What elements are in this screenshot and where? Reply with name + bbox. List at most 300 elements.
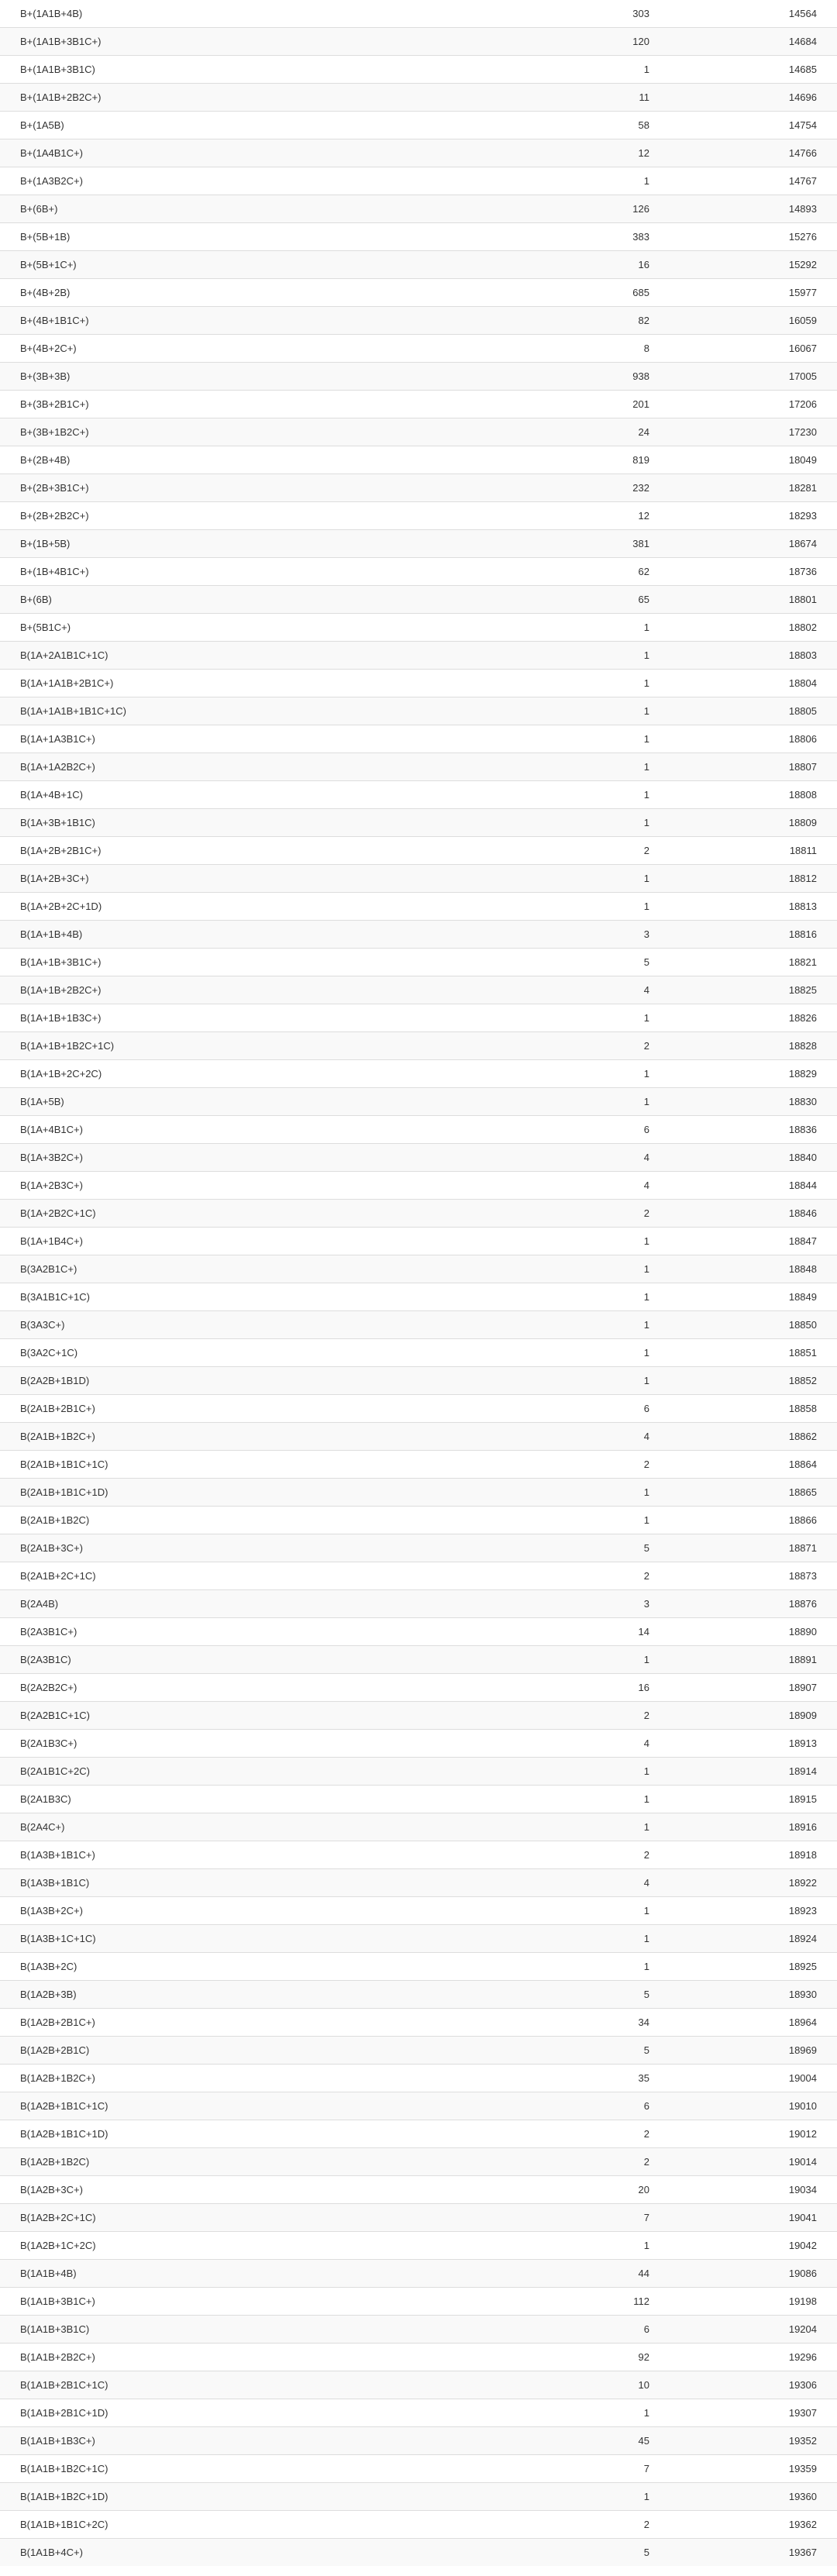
row-total-cell: 18891 bbox=[651, 1646, 837, 1674]
row-total-cell: 19296 bbox=[651, 2344, 837, 2371]
table-row bbox=[0, 1786, 837, 1813]
row-count-cell: 45 bbox=[504, 2427, 651, 2455]
row-total-cell: 19010 bbox=[651, 2092, 837, 2120]
row-total-cell: 14564 bbox=[788, 8, 817, 19]
table-row bbox=[0, 1925, 837, 1953]
table-row bbox=[0, 502, 837, 530]
row-count-cell: 819 bbox=[504, 446, 651, 474]
row-total-cell: 19012 bbox=[651, 2120, 837, 2148]
row-count-cell: 1 bbox=[504, 781, 651, 809]
table-row bbox=[0, 921, 837, 949]
row-count-cell: 1 bbox=[504, 1283, 651, 1311]
table-row bbox=[0, 1367, 837, 1395]
row-count-cell: 16 bbox=[504, 251, 651, 279]
row-total-cell: 18803 bbox=[651, 642, 837, 670]
row-count-cell: 6 bbox=[504, 2092, 651, 2120]
row-name-cell: B+(2B+3B1C+) bbox=[0, 474, 504, 502]
table-row bbox=[0, 195, 837, 223]
table-row bbox=[0, 586, 837, 614]
row-name-cell: B(1A1B+3B1C+) bbox=[0, 2288, 504, 2316]
table-row bbox=[0, 1841, 837, 1869]
table-row bbox=[0, 2092, 837, 2120]
row-count-cell: 58 bbox=[504, 112, 651, 139]
row-name-cell: B(3A3C+) bbox=[0, 1311, 504, 1339]
table-row bbox=[0, 1255, 837, 1283]
row-count-cell: 1 bbox=[504, 1507, 651, 1534]
row-name-cell: B(2A3B1C) bbox=[0, 1646, 504, 1674]
row-total-cell: 18825 bbox=[651, 976, 837, 1004]
row-name-cell: B(1A+1A2B2C+) bbox=[0, 753, 504, 781]
row-count-cell: 2 bbox=[504, 1562, 651, 1590]
table-row bbox=[0, 363, 837, 391]
row-count-cell: 6 bbox=[504, 1116, 651, 1144]
row-count-cell: 44 bbox=[504, 2260, 651, 2288]
row-name-cell: B(1A2B+1B2C+) bbox=[0, 2065, 504, 2092]
row-count-cell: 6 bbox=[504, 1395, 651, 1423]
table-row bbox=[0, 418, 837, 446]
row-total-cell: 18852 bbox=[651, 1367, 837, 1395]
row-total-cell: 18811 bbox=[651, 837, 837, 865]
row-name-cell: B(1A+2A1B1C+1C) bbox=[0, 642, 504, 670]
row-total-cell: 19042 bbox=[651, 2232, 837, 2260]
table-row bbox=[0, 1702, 837, 1730]
table-row bbox=[0, 2148, 837, 2176]
row-name-cell: B(1A+1A1B+2B1C+) bbox=[0, 670, 504, 697]
row-total-cell: 15977 bbox=[651, 279, 837, 307]
table-row bbox=[0, 1618, 837, 1646]
row-count-cell: 2 bbox=[504, 2120, 651, 2148]
table-row bbox=[0, 1953, 837, 1981]
row-name-cell: B(1A+4B+1C) bbox=[0, 781, 504, 809]
row-total-cell: 19086 bbox=[651, 2260, 837, 2288]
row-count-cell: 112 bbox=[504, 2288, 651, 2316]
row-name-cell: B(1A1B+1B3C+) bbox=[0, 2427, 504, 2455]
row-name-cell: B+(1A1B+4B) bbox=[20, 8, 83, 19]
row-count-cell: 1 bbox=[504, 753, 651, 781]
row-count-cell: 16 bbox=[504, 1674, 651, 1702]
row-count-cell: 2 bbox=[504, 1451, 651, 1479]
row-total-cell: 19360 bbox=[651, 2483, 837, 2511]
table-row bbox=[0, 2204, 837, 2232]
row-total-cell: 18847 bbox=[651, 1228, 837, 1255]
row-count-cell: 62 bbox=[504, 558, 651, 586]
table-row bbox=[0, 1451, 837, 1479]
row-name-cell: B(1A2B+1C+2C) bbox=[0, 2232, 504, 2260]
row-name-cell: B(1A2B+1B1C+1D) bbox=[0, 2120, 504, 2148]
row-count-cell: 381 bbox=[504, 530, 651, 558]
row-name-cell: B(2A2B1C+1C) bbox=[0, 1702, 504, 1730]
row-total-cell: 19034 bbox=[651, 2176, 837, 2204]
row-name-cell: B(2A3B1C+) bbox=[0, 1618, 504, 1646]
table-row bbox=[0, 251, 837, 279]
table-row bbox=[0, 1813, 837, 1841]
row-total-cell: 18864 bbox=[651, 1451, 837, 1479]
row-count-cell: 4 bbox=[504, 1423, 651, 1451]
row-total-cell: 18812 bbox=[651, 865, 837, 893]
row-total-cell: 18836 bbox=[651, 1116, 837, 1144]
table-row bbox=[0, 1172, 837, 1200]
row-name-cell: B(1A+1A1B+1B1C+1C) bbox=[0, 697, 504, 725]
row-name-cell: B+(1A5B) bbox=[0, 112, 504, 139]
row-total-cell: 18805 bbox=[651, 697, 837, 725]
row-count-cell: 11 bbox=[504, 84, 651, 112]
row-name-cell: B+(1A1B+3B1C+) bbox=[0, 28, 504, 56]
row-name-cell: B+(1A1B+2B2C+) bbox=[0, 84, 504, 112]
table-row bbox=[0, 0, 837, 28]
row-count-cell: 1 bbox=[504, 1004, 651, 1032]
row-count-cell: 1 bbox=[504, 2399, 651, 2427]
row-total-cell: 19352 bbox=[651, 2427, 837, 2455]
row-count-cell: 1 bbox=[504, 1758, 651, 1786]
row-count-cell: 5 bbox=[504, 949, 651, 976]
row-count-cell: 3 bbox=[504, 921, 651, 949]
row-name-cell: B(2A4C+) bbox=[0, 1813, 504, 1841]
row-count-cell: 1 bbox=[504, 2232, 651, 2260]
row-name-cell: B+(4B+1B1C+) bbox=[0, 307, 504, 335]
table-row bbox=[0, 1311, 837, 1339]
row-name-cell: B+(3B+3B) bbox=[0, 363, 504, 391]
row-name-cell: B+(5B+1C+) bbox=[0, 251, 504, 279]
row-total-cell: 18049 bbox=[651, 446, 837, 474]
row-name-cell: B+(1B+4B1C+) bbox=[0, 558, 504, 586]
row-name-cell: B(1A2B+2B1C) bbox=[0, 2037, 504, 2065]
table-row bbox=[0, 865, 837, 893]
row-total-cell: 18890 bbox=[651, 1618, 837, 1646]
row-name-cell: B(2A1B+2C+1C) bbox=[0, 1562, 504, 1590]
row-name-cell: B(1A+2B2C+1C) bbox=[0, 1200, 504, 1228]
row-total-cell: 14684 bbox=[651, 28, 837, 56]
table-row bbox=[0, 167, 837, 195]
table-row bbox=[0, 2344, 837, 2371]
row-name-cell: B+(6B+) bbox=[0, 195, 504, 223]
row-count-cell: 2 bbox=[504, 837, 651, 865]
row-total-cell: 18828 bbox=[651, 1032, 837, 1060]
table-row bbox=[0, 1590, 837, 1618]
row-name-cell: B(1A3B+1B1C) bbox=[0, 1869, 504, 1897]
row-name-cell: B(1A2B+2C+1C) bbox=[0, 2204, 504, 2232]
row-name-cell: B(1A2B+2B1C+) bbox=[0, 2009, 504, 2037]
row-total-cell: 18849 bbox=[651, 1283, 837, 1311]
row-total-cell: 14754 bbox=[651, 112, 837, 139]
table-row bbox=[0, 391, 837, 418]
row-total-cell: 14685 bbox=[651, 56, 837, 84]
table-row bbox=[0, 1116, 837, 1144]
row-count-cell: 1 bbox=[504, 56, 651, 84]
row-total-cell: 19004 bbox=[651, 2065, 837, 2092]
row-total-cell: 16067 bbox=[651, 335, 837, 363]
row-count-cell: 2 bbox=[504, 1032, 651, 1060]
row-name-cell: B(3A2B1C+) bbox=[0, 1255, 504, 1283]
row-count-cell: 1 bbox=[504, 1786, 651, 1813]
row-name-cell: B(1A+2B+3C+) bbox=[0, 865, 504, 893]
row-count-cell: 35 bbox=[504, 2065, 651, 2092]
row-name-cell: B(2A2B+1B1D) bbox=[0, 1367, 504, 1395]
row-count-cell: 1 bbox=[504, 1953, 651, 1981]
row-total-cell: 18918 bbox=[651, 1841, 837, 1869]
table-row bbox=[0, 1032, 837, 1060]
row-name-cell: B(1A1B+3B1C) bbox=[0, 2316, 504, 2344]
row-count-cell: 1 bbox=[504, 1060, 651, 1088]
row-name-cell: B(2A1B+3C+) bbox=[0, 1534, 504, 1562]
row-name-cell: B(1A3B+1C+1C) bbox=[0, 1925, 504, 1953]
row-count-cell: 5 bbox=[504, 1981, 651, 2009]
table-row bbox=[0, 223, 837, 251]
row-count-cell: 201 bbox=[504, 391, 651, 418]
table-row bbox=[0, 2288, 837, 2316]
row-count-cell: 1 bbox=[504, 167, 651, 195]
row-name-cell: B(1A2B+1B1C+1C) bbox=[0, 2092, 504, 2120]
row-total-cell: 15292 bbox=[651, 251, 837, 279]
row-total-cell: 18830 bbox=[651, 1088, 837, 1116]
row-count-cell: 20 bbox=[504, 2176, 651, 2204]
row-name-cell: B(1A+1B4C+) bbox=[0, 1228, 504, 1255]
table-row bbox=[0, 2176, 837, 2204]
table-row bbox=[0, 1562, 837, 1590]
row-name-cell: B(1A+1B+4B) bbox=[0, 921, 504, 949]
row-name-cell: B(2A1B+1B2C+) bbox=[0, 1423, 504, 1451]
row-count-cell: 120 bbox=[504, 28, 651, 56]
row-name-cell: B(1A1B+2B1C+1C) bbox=[0, 2371, 504, 2399]
row-total-cell: 18806 bbox=[651, 725, 837, 753]
row-count-cell: 1 bbox=[504, 1228, 651, 1255]
row-count-cell: 4 bbox=[504, 976, 651, 1004]
table-row bbox=[0, 1339, 837, 1367]
table-row bbox=[0, 1228, 837, 1255]
row-name-cell: B(2A1B+1B1C+1D) bbox=[0, 1479, 504, 1507]
row-count-cell: 1 bbox=[504, 697, 651, 725]
row-total-cell: 18915 bbox=[651, 1786, 837, 1813]
table-row bbox=[0, 112, 837, 139]
row-total-cell: 18813 bbox=[651, 893, 837, 921]
table-row bbox=[0, 1674, 837, 1702]
row-count-cell: 7 bbox=[504, 2455, 651, 2483]
table-row bbox=[0, 2009, 837, 2037]
row-count-cell: 2 bbox=[504, 2148, 651, 2176]
row-total-cell: 18923 bbox=[651, 1897, 837, 1925]
row-total-cell: 18840 bbox=[651, 1144, 837, 1172]
table-row bbox=[0, 2399, 837, 2427]
row-total-cell: 19367 bbox=[651, 2539, 837, 2567]
row-total-cell: 18922 bbox=[651, 1869, 837, 1897]
row-count-cell: 5 bbox=[504, 2539, 651, 2567]
table-row bbox=[0, 84, 837, 112]
table-row bbox=[0, 2120, 837, 2148]
table-row bbox=[0, 2455, 837, 2483]
row-count-cell: 82 bbox=[504, 307, 651, 335]
row-total-cell: 18914 bbox=[651, 1758, 837, 1786]
row-total-cell: 14766 bbox=[651, 139, 837, 167]
table-row bbox=[0, 2511, 837, 2539]
table-row bbox=[0, 1646, 837, 1674]
row-total-cell: 19204 bbox=[651, 2316, 837, 2344]
row-name-cell: B(1A1B+4C+) bbox=[0, 2539, 504, 2567]
table-row bbox=[0, 1507, 837, 1534]
row-total-cell: 19041 bbox=[651, 2204, 837, 2232]
row-count-cell: 10 bbox=[504, 2371, 651, 2399]
row-total-cell: 18858 bbox=[651, 1395, 837, 1423]
row-name-cell: B(1A1B+2B1C+1D) bbox=[0, 2399, 504, 2427]
row-total-cell: 18862 bbox=[651, 1423, 837, 1451]
row-count-cell: 1 bbox=[504, 809, 651, 837]
table-row bbox=[0, 2371, 837, 2399]
table-row bbox=[0, 1897, 837, 1925]
row-name-cell: B(2A4B) bbox=[0, 1590, 504, 1618]
row-name-cell: B+(1A4B1C+) bbox=[0, 139, 504, 167]
row-total-cell: 19306 bbox=[651, 2371, 837, 2399]
row-count-cell: 1 bbox=[504, 1088, 651, 1116]
row-total-cell: 18829 bbox=[651, 1060, 837, 1088]
row-count-cell: 1 bbox=[504, 2483, 651, 2511]
table-row bbox=[0, 893, 837, 921]
table-row bbox=[0, 2539, 837, 2567]
row-count-cell: 14 bbox=[504, 1618, 651, 1646]
table-row bbox=[0, 976, 837, 1004]
row-name-cell: B(1A1B+2B2C+) bbox=[0, 2344, 504, 2371]
row-name-cell: B+(5B+1B) bbox=[0, 223, 504, 251]
row-name-cell: B+(1A1B+3B1C) bbox=[0, 56, 504, 84]
row-total-cell: 18826 bbox=[651, 1004, 837, 1032]
table-row bbox=[0, 139, 837, 167]
table-row bbox=[0, 1395, 837, 1423]
table-row bbox=[0, 809, 837, 837]
row-count-cell: 5 bbox=[504, 2037, 651, 2065]
row-count-cell: 1 bbox=[504, 1897, 651, 1925]
row-name-cell: B+(5B1C+) bbox=[0, 614, 504, 642]
row-total-cell: 14696 bbox=[651, 84, 837, 112]
row-count-cell: 24 bbox=[504, 418, 651, 446]
row-name-cell: B(1A+3B+1B1C) bbox=[0, 809, 504, 837]
row-total-cell: 18871 bbox=[651, 1534, 837, 1562]
row-total-cell: 18816 bbox=[651, 921, 837, 949]
row-total-cell: 18674 bbox=[651, 530, 837, 558]
row-count-cell: 1 bbox=[504, 1311, 651, 1339]
table-row bbox=[0, 2232, 837, 2260]
table-row bbox=[0, 781, 837, 809]
row-name-cell: B+(1B+5B) bbox=[0, 530, 504, 558]
row-total-cell: 18846 bbox=[651, 1200, 837, 1228]
row-count-cell: 1 bbox=[504, 1813, 651, 1841]
row-total-cell: 18907 bbox=[651, 1674, 837, 1702]
row-name-cell: B(1A+1A3B1C+) bbox=[0, 725, 504, 753]
row-count-cell: 1 bbox=[504, 1479, 651, 1507]
table-row bbox=[0, 1283, 837, 1311]
row-total-cell: 18293 bbox=[651, 502, 837, 530]
row-count-cell: 4 bbox=[504, 1172, 651, 1200]
row-total-cell: 18924 bbox=[651, 1925, 837, 1953]
row-count-cell: 1 bbox=[504, 1255, 651, 1283]
row-count-cell: 1 bbox=[504, 1925, 651, 1953]
row-name-cell: B(1A2B+3C+) bbox=[0, 2176, 504, 2204]
row-name-cell: B(2A1B3C+) bbox=[0, 1730, 504, 1758]
row-name-cell: B(1A+1B+2B2C+) bbox=[0, 976, 504, 1004]
table-row bbox=[0, 1423, 837, 1451]
row-total-cell: 18844 bbox=[651, 1172, 837, 1200]
row-name-cell: B(1A2B+1B2C) bbox=[0, 2148, 504, 2176]
row-name-cell: B+(3B+2B1C+) bbox=[0, 391, 504, 418]
row-count-cell: 8 bbox=[504, 335, 651, 363]
row-name-cell: B(2A1B+1B1C+1C) bbox=[0, 1451, 504, 1479]
row-count-cell: 1 bbox=[504, 1367, 651, 1395]
row-count-cell: 1 bbox=[504, 725, 651, 753]
table-row bbox=[0, 474, 837, 502]
row-total-cell: 18876 bbox=[651, 1590, 837, 1618]
row-count-cell: 2 bbox=[504, 2511, 651, 2539]
table-row bbox=[0, 1730, 837, 1758]
row-total-cell: 18969 bbox=[651, 2037, 837, 2065]
row-count-cell: 4 bbox=[504, 1144, 651, 1172]
row-name-cell: B(1A+3B2C+) bbox=[0, 1144, 504, 1172]
table-row bbox=[0, 837, 837, 865]
row-name-cell: B(3A1B1C+1C) bbox=[0, 1283, 504, 1311]
table-row bbox=[0, 1088, 837, 1116]
row-total-cell: 18930 bbox=[651, 1981, 837, 2009]
row-name-cell: B(2A1B+2B1C+) bbox=[0, 1395, 504, 1423]
table-row bbox=[0, 614, 837, 642]
row-total-cell: 18736 bbox=[651, 558, 837, 586]
row-count-cell: 4 bbox=[504, 1730, 651, 1758]
row-count-cell: 34 bbox=[504, 2009, 651, 2037]
row-name-cell: B(1A1B+1B2C+1C) bbox=[0, 2455, 504, 2483]
row-total-cell: 14767 bbox=[651, 167, 837, 195]
table-row bbox=[0, 1758, 837, 1786]
table-row bbox=[0, 2483, 837, 2511]
row-count-cell: 7 bbox=[504, 2204, 651, 2232]
row-name-cell: B(2A1B1C+2C) bbox=[0, 1758, 504, 1786]
table-row bbox=[0, 2316, 837, 2344]
row-total-cell: 18851 bbox=[651, 1339, 837, 1367]
row-name-cell: B+(1A3B2C+) bbox=[0, 167, 504, 195]
row-count-cell: 92 bbox=[504, 2344, 651, 2371]
row-count-cell: 2 bbox=[504, 1841, 651, 1869]
row-count-cell: 685 bbox=[504, 279, 651, 307]
row-count-cell: 1 bbox=[504, 670, 651, 697]
table-row bbox=[0, 725, 837, 753]
row-total-cell: 14893 bbox=[651, 195, 837, 223]
row-count-cell: 1 bbox=[504, 1339, 651, 1367]
row-name-cell: B(1A3B+1B1C+) bbox=[0, 1841, 504, 1869]
row-total-cell: 17230 bbox=[651, 418, 837, 446]
row-total-cell: 18848 bbox=[651, 1255, 837, 1283]
table-row bbox=[0, 1534, 837, 1562]
table-row bbox=[0, 642, 837, 670]
row-total-cell: 18801 bbox=[651, 586, 837, 614]
table-row bbox=[0, 697, 837, 725]
row-count-cell: 1 bbox=[504, 865, 651, 893]
row-count-cell: 938 bbox=[504, 363, 651, 391]
row-count-cell: 2 bbox=[504, 1702, 651, 1730]
row-name-cell: B(1A+1B+1B2C+1C) bbox=[0, 1032, 504, 1060]
row-count-cell: 4 bbox=[504, 1869, 651, 1897]
row-name-cell: B(2A1B+1B2C) bbox=[0, 1507, 504, 1534]
row-count-cell: 383 bbox=[504, 223, 651, 251]
row-name-cell: B(1A+1B+3B1C+) bbox=[0, 949, 504, 976]
table-row bbox=[0, 1479, 837, 1507]
table-row bbox=[0, 753, 837, 781]
row-name-cell: B(1A+5B) bbox=[0, 1088, 504, 1116]
row-total-cell: 16059 bbox=[651, 307, 837, 335]
row-name-cell: B(1A1B+1B1C+2C) bbox=[0, 2511, 504, 2539]
row-total-cell: 18807 bbox=[651, 753, 837, 781]
row-total-cell: 19359 bbox=[651, 2455, 837, 2483]
row-name-cell: B(1A1B+4B) bbox=[0, 2260, 504, 2288]
row-name-cell: B+(6B) bbox=[0, 586, 504, 614]
row-count-cell: 65 bbox=[504, 586, 651, 614]
table-row bbox=[0, 1200, 837, 1228]
row-name-cell: B(1A1B+1B2C+1D) bbox=[0, 2483, 504, 2511]
row-count-cell: 232 bbox=[504, 474, 651, 502]
table-row bbox=[0, 530, 837, 558]
row-total-cell: 18913 bbox=[651, 1730, 837, 1758]
